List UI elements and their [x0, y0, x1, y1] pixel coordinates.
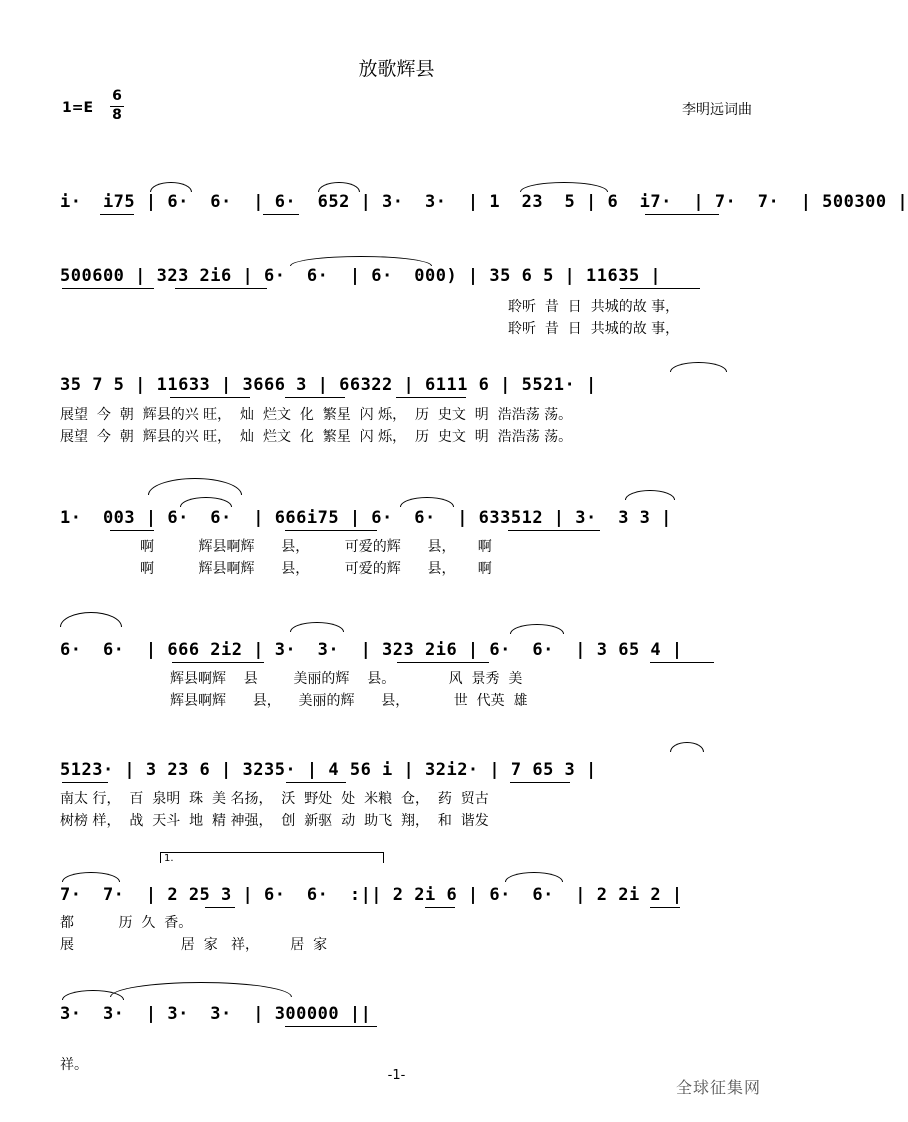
notation-line: 1· 003 | 6· 6· | 666i75 | 6· 6· | 633512 | 3· 3 3 | — [60, 508, 672, 528]
first-ending-bracket — [160, 852, 384, 863]
song-title: 放歌辉县 — [358, 58, 435, 80]
lyrics-verse-1: 祥。 — [60, 1057, 88, 1073]
lyrics-verse-2: 聆听 昔 日 共城的故 事， — [508, 321, 680, 337]
first-ending-label: 1. — [164, 853, 174, 864]
tie — [505, 872, 563, 882]
tie — [400, 497, 454, 507]
tie — [290, 256, 432, 266]
lyrics-verse-2: 树榜 样， 战 天斗 地 精 神强， 创 新驱 动 助飞 翔， 和 谐发 — [60, 813, 489, 829]
beam — [285, 1026, 377, 1027]
beam — [62, 288, 154, 289]
notation-line: 35 7 5 | 11633 | 3666 3 | 66322 | 6111 6 | 5521· | — [60, 375, 597, 395]
beam — [396, 397, 466, 398]
beam — [650, 662, 714, 663]
beam — [508, 530, 600, 531]
composer-credit: 李明远词曲 — [682, 102, 752, 118]
lyrics-verse-1: 南太 行， 百 泉明 珠 美 名扬， 沃 野处 处 米粮 仓， 药 贸古 — [60, 791, 489, 807]
beam — [170, 397, 250, 398]
tie — [318, 182, 360, 192]
lyrics-verse-1: 辉县啊辉 县 美丽的辉 县。 风 景秀 美 — [170, 671, 523, 687]
notation-line: 5123· | 3 23 6 | 3235· | 4 56 i | 32i2· | 7 65 3 | — [60, 760, 597, 780]
beam — [650, 907, 680, 908]
lyrics-verse-1: 展望 今 朝 辉县的兴 旺， 灿 烂文 化 繁星 闪 烁， 历 史文 明 浩浩荡 荡。 — [60, 407, 573, 423]
lyrics-verse-1: 都 历 久 香。 — [60, 915, 193, 931]
notation-line: 500600 | 323 2i6 | 6· 6· | 6· 000) | 35 6 5 | 11635 | — [60, 266, 662, 286]
tie — [180, 497, 232, 507]
lyrics-verse-1: 啊 辉县啊辉 县， 可爱的辉 县， 啊 — [140, 539, 492, 555]
beam — [285, 530, 377, 531]
notation-line: i· i75 | 6· 6· | 6· 652 | 3· 3· | 1 23 5 | 6 i7· | 7· 7· | 500300 | — [60, 192, 908, 212]
beam — [172, 662, 264, 663]
tie — [148, 478, 242, 495]
tie — [60, 612, 122, 627]
tie — [625, 490, 675, 500]
beam — [286, 782, 346, 783]
tie — [62, 872, 120, 882]
beam — [510, 782, 570, 783]
notation-line: 3· 3· | 3· 3· | 300000 || — [60, 1004, 372, 1024]
page-number: -1- — [387, 1068, 406, 1083]
beam — [425, 907, 455, 908]
beam — [285, 397, 345, 398]
lyrics-verse-1: 聆听 昔 日 共城的故 事， — [508, 299, 680, 315]
beam — [620, 288, 700, 289]
time-signature-bottom: 8 — [112, 107, 122, 123]
beam — [175, 288, 267, 289]
lyrics-verse-2: 辉县啊辉 县， 美丽的辉 县， 世 代英 雄 — [170, 693, 528, 709]
notation-line: 6· 6· | 666 2i2 | 3· 3· | 323 2i6 | 6· 6· | 3 65 4 | — [60, 640, 683, 660]
beam — [100, 214, 134, 215]
notation-line: 7· 7· | 2 25 3 | 6· 6· :|| 2 2i 6 | 6· 6· | 2 2i 2 | — [60, 885, 683, 905]
beam — [62, 782, 108, 783]
tie — [290, 622, 344, 632]
lyrics-verse-2: 展望 今 朝 辉县的兴 旺， 灿 烂文 化 繁星 闪 烁， 历 史文 明 浩浩荡 荡。 — [60, 429, 573, 445]
time-signature-top: 6 — [112, 88, 122, 104]
tie — [150, 182, 192, 192]
beam — [263, 214, 299, 215]
tie — [520, 182, 608, 192]
watermark: 全球征集网 — [676, 1078, 762, 1097]
tie — [510, 624, 564, 634]
tie — [670, 362, 727, 372]
key-signature: 1=E — [62, 100, 94, 116]
tie — [110, 982, 292, 997]
lyrics-verse-2: 展 居 家 祥， 居 家 — [60, 937, 328, 953]
beam — [645, 214, 719, 215]
tie — [670, 742, 704, 752]
beam — [110, 530, 154, 531]
beam — [397, 662, 489, 663]
lyrics-verse-2: 啊 辉县啊辉 县， 可爱的辉 县， 啊 — [140, 561, 492, 577]
beam — [205, 907, 235, 908]
